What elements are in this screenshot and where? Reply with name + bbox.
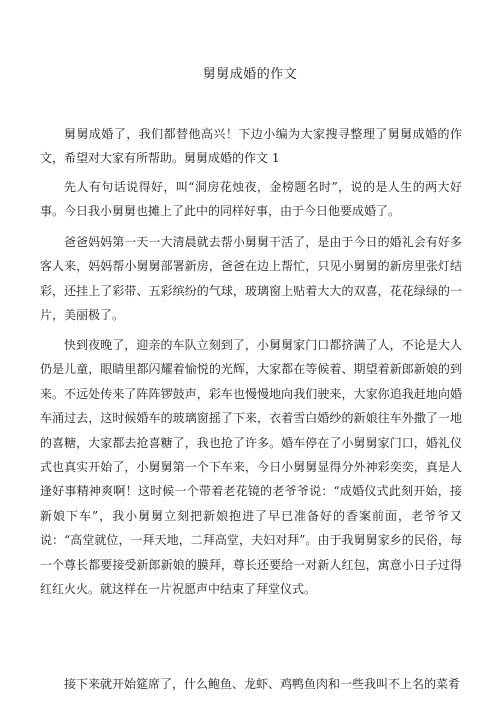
paragraph-ceremony: 快到夜晚了，迎亲的车队立刻到了，小舅舅家门口都挤满了人，不论是大人仍是儿童，眼睛里都闪耀着愉悦的光辉，大家都在等候着、期望着新郎新娘的到来。不远处传来了阵阵锣鼓声，彩车也慢慢地向我们驶来，大家你追我赶地向婚车涌过去，这时候婚车的玻璃窗摇了下来，衣着雪白婚纱的新娘往车外撒了一地的喜糖，大家都去抢喜糖了，我也抢了许多。婚车停在了小舅舅家门口，婚礼仪式也真实开始了，小舅舅第一个下车来，今日小舅舅显得分外神彩奕奕，真是人逢好事精神爽啊！这时候一个带着老花镜的老爷爷说：“成婚仪式此刻开始，接新娘下车”，我小舅舅立刻把新娘抱进了早已准备好的香案前面，老爷爷又说：“高堂就位，一拜天地，二拜高堂，夫妇对拜”。由于我舅舅家乡的民俗，每一个尊长都要接受新郎新娘的膜拜，尊长还要给一对新人红包，寓意小日子过得红红火火。就这样在一片祝愿声中结束了拜堂仪式。 bbox=[40, 338, 462, 597]
paragraph-preparation: 爸爸妈妈第一天一大清晨就去帮小舅舅干活了，是由于今日的婚礼会有好多客人来，妈妈帮小舅舅部署新房，爸爸在边上帮忙，只见小舅舅的新房里张灯结彩，还挂上了彩带、五彩缤纷的气球，玻璃窗上贴着大大的双喜，花花绿绿的一片，美丽极了。 bbox=[40, 235, 462, 323]
paragraph-intro: 舅舅成婚了，我们都替他高兴！下边小编为大家搜寻整理了舅舅成婚的作文，希望对大家有所帮助。舅舅成婚的作文 1 bbox=[40, 127, 462, 166]
document-title: 舅舅成婚的作文 bbox=[202, 67, 298, 82]
paragraph-banquet: 接下来就开始筵席了，什么鲍鱼、龙虾、鸡鸭鱼肉和一些我叫不上名的菜肴 bbox=[64, 677, 461, 691]
paragraph-saying: 先人有句话说得好，叫“洞房花烛夜，金榜题名时”，说的是人生的两大好事。今日我小舅舅也摊上了此中的同样好事，由于今日他要成婚了。 bbox=[40, 180, 462, 219]
